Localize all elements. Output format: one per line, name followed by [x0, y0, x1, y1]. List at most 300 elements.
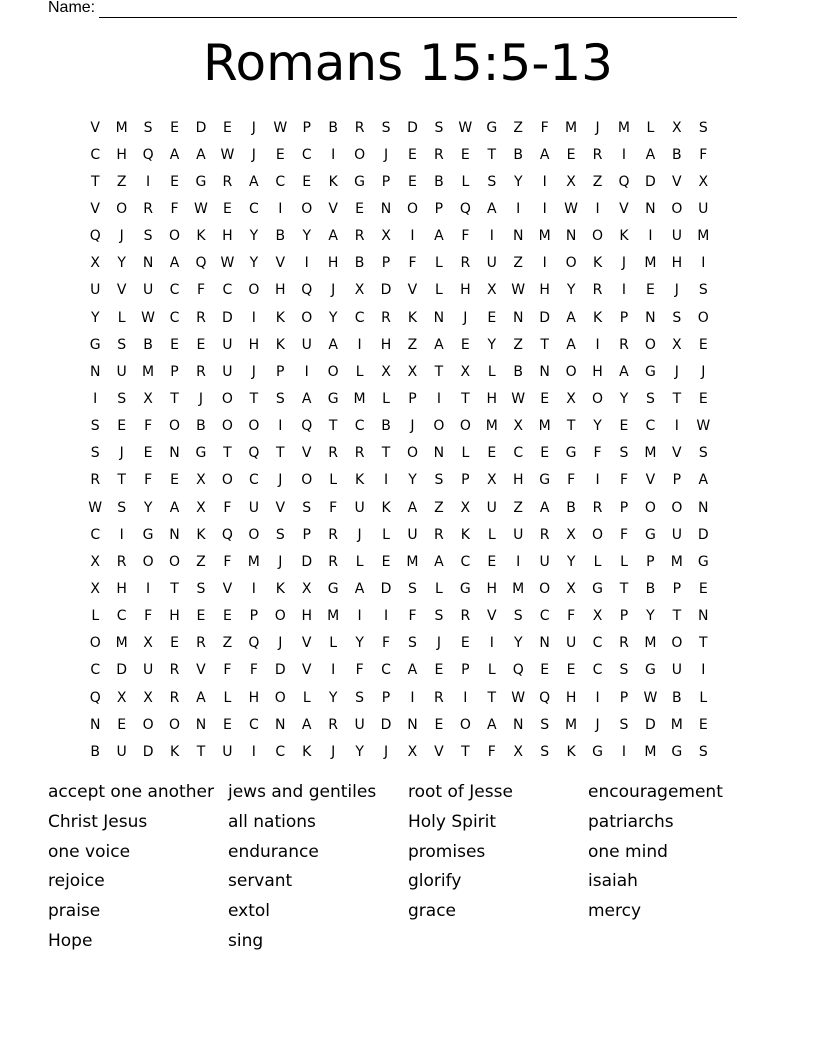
grid-cell[interactable]: G: [592, 743, 603, 760]
grid-cell[interactable]: C: [381, 662, 391, 679]
grid-cell[interactable]: M: [353, 390, 366, 407]
grid-cell[interactable]: X: [354, 282, 365, 299]
grid-cell[interactable]: E: [487, 309, 497, 326]
grid-cell[interactable]: L: [329, 472, 338, 489]
grid-cell[interactable]: Z: [513, 255, 524, 272]
grid-cell[interactable]: I: [383, 608, 389, 625]
grid-cell[interactable]: E: [487, 445, 497, 462]
grid-cell[interactable]: Z: [196, 553, 206, 570]
grid-cell[interactable]: B: [381, 418, 391, 435]
grid-cell[interactable]: S: [117, 336, 127, 353]
grid-cell[interactable]: Y: [408, 472, 417, 489]
grid-cell[interactable]: R: [381, 309, 391, 326]
grid-cell[interactable]: Y: [302, 228, 311, 245]
grid-cell[interactable]: U: [671, 662, 682, 679]
grid-cell[interactable]: N: [380, 200, 392, 217]
grid-cell[interactable]: M: [406, 553, 419, 570]
grid-cell[interactable]: G: [565, 445, 577, 462]
grid-cell[interactable]: R: [222, 173, 233, 190]
grid-cell[interactable]: E: [170, 336, 179, 353]
grid-cell[interactable]: E: [540, 390, 550, 407]
grid-cell[interactable]: Z: [434, 499, 444, 516]
grid-cell[interactable]: O: [354, 146, 366, 163]
grid-cell[interactable]: E: [619, 418, 629, 435]
grid-cell[interactable]: P: [461, 472, 470, 489]
grid-cell[interactable]: X: [196, 499, 206, 516]
grid-cell[interactable]: W: [511, 390, 526, 407]
grid-cell[interactable]: I: [701, 255, 706, 272]
grid-cell[interactable]: J: [278, 635, 283, 652]
grid-cell[interactable]: A: [698, 472, 709, 489]
grid-cell[interactable]: U: [222, 363, 233, 380]
grid-cell[interactable]: F: [170, 200, 179, 217]
grid-cell[interactable]: Y: [249, 228, 259, 245]
grid-cell[interactable]: F: [355, 662, 364, 679]
grid-cell[interactable]: V: [196, 662, 206, 679]
grid-cell[interactable]: O: [406, 200, 418, 217]
grid-cell[interactable]: P: [302, 119, 311, 136]
grid-cell[interactable]: K: [275, 336, 285, 353]
grid-cell[interactable]: U: [671, 526, 682, 543]
grid-cell[interactable]: X: [381, 363, 391, 380]
grid-cell[interactable]: S: [117, 390, 127, 407]
grid-cell[interactable]: D: [274, 662, 286, 679]
grid-cell[interactable]: K: [302, 743, 312, 760]
grid-cell[interactable]: F: [567, 608, 576, 625]
grid-cell[interactable]: G: [327, 580, 339, 597]
grid-cell[interactable]: R: [354, 445, 365, 462]
grid-cell[interactable]: A: [539, 146, 550, 163]
grid-cell[interactable]: K: [407, 309, 418, 326]
grid-cell[interactable]: D: [645, 173, 656, 190]
grid-cell[interactable]: Y: [143, 499, 153, 516]
grid-cell[interactable]: T: [117, 472, 126, 489]
grid-cell[interactable]: K: [460, 526, 470, 543]
grid-cell[interactable]: X: [486, 282, 497, 299]
grid-cell[interactable]: G: [697, 553, 709, 570]
grid-cell[interactable]: H: [380, 336, 392, 353]
grid-cell[interactable]: P: [381, 689, 391, 706]
grid-cell[interactable]: S: [698, 119, 708, 136]
grid-cell[interactable]: B: [196, 418, 206, 435]
grid-cell[interactable]: C: [90, 662, 101, 679]
grid-cell[interactable]: K: [196, 228, 206, 245]
grid-cell[interactable]: A: [328, 228, 338, 245]
grid-cell[interactable]: G: [644, 662, 656, 679]
grid-cell[interactable]: T: [196, 743, 206, 760]
name-line[interactable]: [99, 2, 737, 18]
grid-cell[interactable]: J: [463, 309, 468, 326]
grid-cell[interactable]: M: [327, 608, 340, 625]
grid-cell[interactable]: O: [221, 390, 233, 407]
grid-cell[interactable]: S: [381, 119, 391, 136]
grid-cell[interactable]: I: [542, 255, 547, 272]
grid-cell[interactable]: C: [645, 418, 656, 435]
grid-cell[interactable]: O: [169, 716, 181, 733]
grid-cell[interactable]: Q: [539, 689, 551, 706]
grid-cell[interactable]: X: [381, 228, 391, 245]
grid-cell[interactable]: L: [355, 553, 364, 570]
grid-cell[interactable]: E: [117, 418, 127, 435]
grid-cell[interactable]: I: [595, 200, 600, 217]
grid-cell[interactable]: X: [566, 580, 576, 597]
grid-cell[interactable]: P: [170, 363, 179, 380]
grid-cell[interactable]: O: [142, 553, 154, 570]
grid-cell[interactable]: T: [461, 743, 470, 760]
grid-cell[interactable]: U: [698, 200, 709, 217]
grid-cell[interactable]: K: [196, 526, 206, 543]
grid-cell[interactable]: F: [144, 418, 153, 435]
grid-cell[interactable]: K: [592, 255, 603, 272]
grid-cell[interactable]: I: [621, 146, 627, 163]
grid-cell[interactable]: X: [90, 255, 101, 272]
grid-cell[interactable]: R: [460, 608, 471, 625]
grid-cell[interactable]: Q: [512, 662, 524, 679]
grid-cell[interactable]: Y: [566, 282, 576, 299]
grid-cell[interactable]: E: [196, 608, 206, 625]
grid-cell[interactable]: M: [485, 418, 498, 435]
grid-cell[interactable]: Y: [513, 635, 523, 652]
grid-cell[interactable]: I: [251, 580, 256, 597]
grid-cell[interactable]: T: [249, 390, 259, 407]
grid-cell[interactable]: V: [301, 635, 312, 652]
grid-cell[interactable]: G: [644, 526, 656, 543]
grid-cell[interactable]: N: [169, 445, 180, 462]
grid-cell[interactable]: R: [460, 255, 471, 272]
grid-cell[interactable]: T: [672, 390, 682, 407]
grid-cell[interactable]: J: [410, 418, 415, 435]
grid-cell[interactable]: C: [248, 472, 259, 489]
grid-cell[interactable]: F: [144, 472, 153, 489]
grid-cell[interactable]: I: [621, 282, 627, 299]
grid-cell[interactable]: V: [301, 662, 312, 679]
grid-cell[interactable]: M: [538, 418, 551, 435]
grid-cell[interactable]: S: [698, 743, 708, 760]
grid-cell[interactable]: E: [222, 716, 232, 733]
grid-cell[interactable]: I: [251, 743, 256, 760]
grid-cell[interactable]: C: [513, 445, 524, 462]
grid-cell[interactable]: B: [434, 173, 444, 190]
grid-cell[interactable]: K: [592, 309, 603, 326]
grid-cell[interactable]: C: [222, 282, 233, 299]
grid-cell[interactable]: E: [170, 173, 179, 190]
grid-cell[interactable]: W: [643, 689, 658, 706]
grid-cell[interactable]: U: [486, 255, 497, 272]
grid-cell[interactable]: O: [301, 472, 313, 489]
grid-cell[interactable]: Y: [619, 390, 629, 407]
grid-cell[interactable]: T: [223, 445, 232, 462]
grid-cell[interactable]: G: [486, 119, 498, 136]
grid-cell[interactable]: I: [595, 472, 600, 489]
grid-cell[interactable]: K: [619, 228, 629, 245]
grid-cell[interactable]: O: [248, 282, 260, 299]
grid-cell[interactable]: X: [301, 580, 312, 597]
grid-cell[interactable]: O: [301, 200, 313, 217]
grid-cell[interactable]: N: [142, 255, 154, 272]
grid-cell[interactable]: U: [486, 499, 497, 516]
grid-cell[interactable]: J: [251, 146, 256, 163]
grid-cell[interactable]: O: [89, 635, 101, 652]
grid-cell[interactable]: C: [116, 608, 127, 625]
grid-cell[interactable]: X: [566, 173, 576, 190]
grid-cell[interactable]: K: [566, 743, 576, 760]
grid-cell[interactable]: K: [275, 309, 285, 326]
grid-cell[interactable]: O: [221, 472, 233, 489]
grid-cell[interactable]: R: [354, 119, 365, 136]
grid-cell[interactable]: P: [646, 553, 655, 570]
grid-cell[interactable]: B: [143, 336, 153, 353]
grid-cell[interactable]: I: [410, 228, 415, 245]
grid-cell[interactable]: D: [195, 119, 207, 136]
grid-cell[interactable]: U: [301, 336, 312, 353]
grid-cell[interactable]: F: [196, 282, 205, 299]
grid-cell[interactable]: J: [436, 635, 441, 652]
grid-cell[interactable]: C: [354, 418, 365, 435]
grid-cell[interactable]: R: [143, 200, 153, 217]
grid-cell[interactable]: T: [276, 445, 285, 462]
grid-cell[interactable]: O: [274, 608, 286, 625]
grid-cell[interactable]: S: [619, 662, 629, 679]
grid-cell[interactable]: K: [328, 173, 338, 190]
grid-cell[interactable]: U: [116, 363, 127, 380]
grid-cell[interactable]: A: [301, 716, 312, 733]
grid-cell[interactable]: Q: [248, 635, 260, 652]
grid-cell[interactable]: V: [275, 499, 286, 516]
grid-cell[interactable]: I: [357, 336, 362, 353]
grid-cell[interactable]: E: [566, 146, 576, 163]
grid-cell[interactable]: B: [513, 363, 524, 380]
grid-cell[interactable]: Z: [592, 173, 603, 190]
grid-cell[interactable]: I: [146, 173, 151, 190]
grid-cell[interactable]: E: [460, 635, 470, 652]
grid-cell[interactable]: M: [697, 228, 710, 245]
grid-cell[interactable]: L: [461, 173, 470, 190]
grid-cell[interactable]: X: [116, 689, 127, 706]
grid-cell[interactable]: W: [458, 119, 473, 136]
grid-cell[interactable]: G: [644, 363, 656, 380]
grid-cell[interactable]: V: [301, 445, 312, 462]
grid-cell[interactable]: B: [90, 743, 101, 760]
grid-cell[interactable]: I: [489, 228, 494, 245]
grid-cell[interactable]: W: [564, 200, 579, 217]
grid-cell[interactable]: K: [169, 743, 180, 760]
grid-cell[interactable]: G: [459, 580, 471, 597]
grid-cell[interactable]: E: [698, 336, 708, 353]
grid-cell[interactable]: I: [410, 689, 415, 706]
grid-cell[interactable]: E: [381, 553, 391, 570]
grid-cell[interactable]: Q: [248, 445, 260, 462]
grid-cell[interactable]: L: [487, 526, 496, 543]
grid-cell[interactable]: J: [383, 146, 389, 163]
grid-cell[interactable]: T: [381, 445, 391, 462]
grid-cell[interactable]: A: [169, 499, 180, 516]
grid-cell[interactable]: C: [275, 743, 286, 760]
grid-cell[interactable]: Y: [355, 635, 364, 652]
grid-cell[interactable]: A: [434, 336, 444, 353]
grid-cell[interactable]: J: [331, 282, 336, 299]
grid-cell[interactable]: I: [621, 743, 627, 760]
grid-cell[interactable]: A: [407, 662, 418, 679]
grid-cell[interactable]: E: [222, 200, 232, 217]
grid-cell[interactable]: I: [304, 363, 309, 380]
grid-cell[interactable]: L: [91, 608, 100, 625]
grid-cell[interactable]: I: [516, 200, 521, 217]
grid-cell[interactable]: O: [592, 526, 604, 543]
grid-cell[interactable]: I: [331, 146, 336, 163]
grid-cell[interactable]: E: [645, 282, 655, 299]
grid-cell[interactable]: R: [328, 716, 339, 733]
grid-cell[interactable]: N: [89, 716, 101, 733]
grid-cell[interactable]: U: [671, 228, 682, 245]
grid-cell[interactable]: A: [486, 716, 497, 733]
grid-cell[interactable]: H: [512, 472, 524, 489]
grid-cell[interactable]: H: [222, 228, 233, 245]
grid-cell[interactable]: N: [698, 608, 709, 625]
grid-cell[interactable]: X: [486, 472, 497, 489]
grid-cell[interactable]: L: [435, 282, 443, 299]
grid-cell[interactable]: B: [672, 689, 682, 706]
grid-cell[interactable]: S: [487, 173, 497, 190]
grid-cell[interactable]: G: [671, 743, 683, 760]
grid-cell[interactable]: E: [698, 580, 708, 597]
grid-cell[interactable]: E: [170, 119, 179, 136]
grid-cell[interactable]: S: [434, 472, 444, 489]
grid-cell[interactable]: T: [699, 635, 708, 652]
grid-cell[interactable]: I: [119, 526, 124, 543]
grid-cell[interactable]: U: [116, 743, 127, 760]
grid-cell[interactable]: J: [357, 526, 362, 543]
grid-cell[interactable]: S: [143, 228, 153, 245]
grid-cell[interactable]: D: [697, 526, 709, 543]
grid-cell[interactable]: N: [512, 716, 524, 733]
grid-cell[interactable]: M: [670, 553, 683, 570]
grid-cell[interactable]: E: [302, 173, 312, 190]
grid-cell[interactable]: O: [539, 580, 551, 597]
grid-cell[interactable]: H: [486, 580, 498, 597]
grid-cell[interactable]: W: [220, 146, 235, 163]
grid-cell[interactable]: L: [302, 689, 311, 706]
grid-cell[interactable]: J: [701, 363, 706, 380]
grid-cell[interactable]: T: [540, 336, 549, 353]
grid-cell[interactable]: P: [434, 200, 444, 217]
grid-cell[interactable]: O: [301, 309, 313, 326]
grid-cell[interactable]: P: [249, 608, 259, 625]
grid-cell[interactable]: I: [701, 662, 706, 679]
grid-cell[interactable]: E: [434, 716, 444, 733]
grid-cell[interactable]: R: [434, 146, 444, 163]
grid-cell[interactable]: R: [196, 309, 206, 326]
grid-cell[interactable]: E: [355, 200, 365, 217]
grid-cell[interactable]: W: [511, 689, 526, 706]
grid-cell[interactable]: P: [619, 689, 629, 706]
grid-cell[interactable]: L: [223, 689, 232, 706]
grid-cell[interactable]: K: [355, 472, 365, 489]
grid-cell[interactable]: V: [672, 173, 682, 190]
grid-cell[interactable]: V: [90, 200, 100, 217]
grid-cell[interactable]: O: [697, 309, 709, 326]
grid-cell[interactable]: K: [275, 580, 285, 597]
grid-cell[interactable]: X: [672, 119, 682, 136]
grid-cell[interactable]: J: [198, 390, 204, 407]
grid-cell[interactable]: P: [381, 173, 391, 190]
grid-cell[interactable]: D: [142, 743, 154, 760]
grid-cell[interactable]: X: [566, 390, 576, 407]
grid-cell[interactable]: A: [169, 255, 180, 272]
grid-cell[interactable]: H: [275, 282, 286, 299]
grid-cell[interactable]: I: [595, 336, 600, 353]
grid-cell[interactable]: E: [698, 390, 708, 407]
grid-cell[interactable]: Z: [116, 173, 127, 190]
grid-cell[interactable]: Z: [222, 635, 233, 652]
grid-cell[interactable]: H: [539, 282, 550, 299]
grid-cell[interactable]: X: [143, 689, 153, 706]
grid-cell[interactable]: E: [222, 119, 232, 136]
grid-cell[interactable]: I: [383, 472, 389, 489]
grid-cell[interactable]: A: [249, 173, 259, 190]
grid-cell[interactable]: C: [301, 146, 312, 163]
grid-cell[interactable]: S: [408, 580, 417, 597]
grid-cell[interactable]: O: [142, 716, 154, 733]
grid-cell[interactable]: P: [619, 499, 629, 516]
grid-cell[interactable]: W: [511, 282, 526, 299]
grid-cell[interactable]: N: [275, 716, 286, 733]
grid-cell[interactable]: N: [169, 526, 180, 543]
grid-cell[interactable]: M: [115, 635, 128, 652]
grid-cell[interactable]: W: [273, 119, 288, 136]
grid-cell[interactable]: R: [592, 499, 603, 516]
grid-cell[interactable]: G: [592, 580, 603, 597]
grid-cell[interactable]: G: [89, 336, 101, 353]
grid-cell[interactable]: N: [645, 200, 656, 217]
grid-cell[interactable]: O: [248, 526, 260, 543]
grid-cell[interactable]: J: [331, 743, 336, 760]
grid-cell[interactable]: H: [327, 255, 339, 272]
grid-cell[interactable]: Q: [221, 526, 233, 543]
grid-cell[interactable]: O: [274, 689, 286, 706]
grid-cell[interactable]: K: [381, 499, 391, 516]
grid-cell[interactable]: S: [698, 282, 708, 299]
grid-cell[interactable]: T: [566, 418, 576, 435]
grid-cell[interactable]: S: [117, 499, 127, 516]
grid-cell[interactable]: X: [460, 499, 471, 516]
grid-cell[interactable]: U: [354, 716, 365, 733]
grid-cell[interactable]: R: [328, 445, 339, 462]
grid-cell[interactable]: O: [644, 336, 656, 353]
grid-cell[interactable]: R: [328, 526, 339, 543]
grid-cell[interactable]: O: [169, 553, 181, 570]
grid-cell[interactable]: T: [487, 689, 497, 706]
grid-cell[interactable]: B: [566, 499, 576, 516]
grid-cell[interactable]: B: [275, 228, 286, 245]
grid-cell[interactable]: X: [143, 390, 153, 407]
grid-cell[interactable]: E: [117, 716, 127, 733]
grid-cell[interactable]: Y: [646, 608, 655, 625]
grid-cell[interactable]: M: [644, 445, 657, 462]
grid-cell[interactable]: L: [435, 255, 443, 272]
grid-cell[interactable]: R: [328, 553, 339, 570]
grid-cell[interactable]: R: [169, 689, 180, 706]
grid-cell[interactable]: H: [486, 390, 498, 407]
grid-cell[interactable]: E: [275, 146, 285, 163]
grid-cell[interactable]: I: [489, 635, 494, 652]
grid-cell[interactable]: I: [648, 228, 653, 245]
grid-cell[interactable]: I: [251, 309, 256, 326]
grid-cell[interactable]: S: [540, 743, 550, 760]
grid-cell[interactable]: L: [461, 445, 470, 462]
grid-cell[interactable]: T: [619, 580, 629, 597]
grid-cell[interactable]: C: [169, 282, 180, 299]
grid-cell[interactable]: N: [433, 309, 445, 326]
